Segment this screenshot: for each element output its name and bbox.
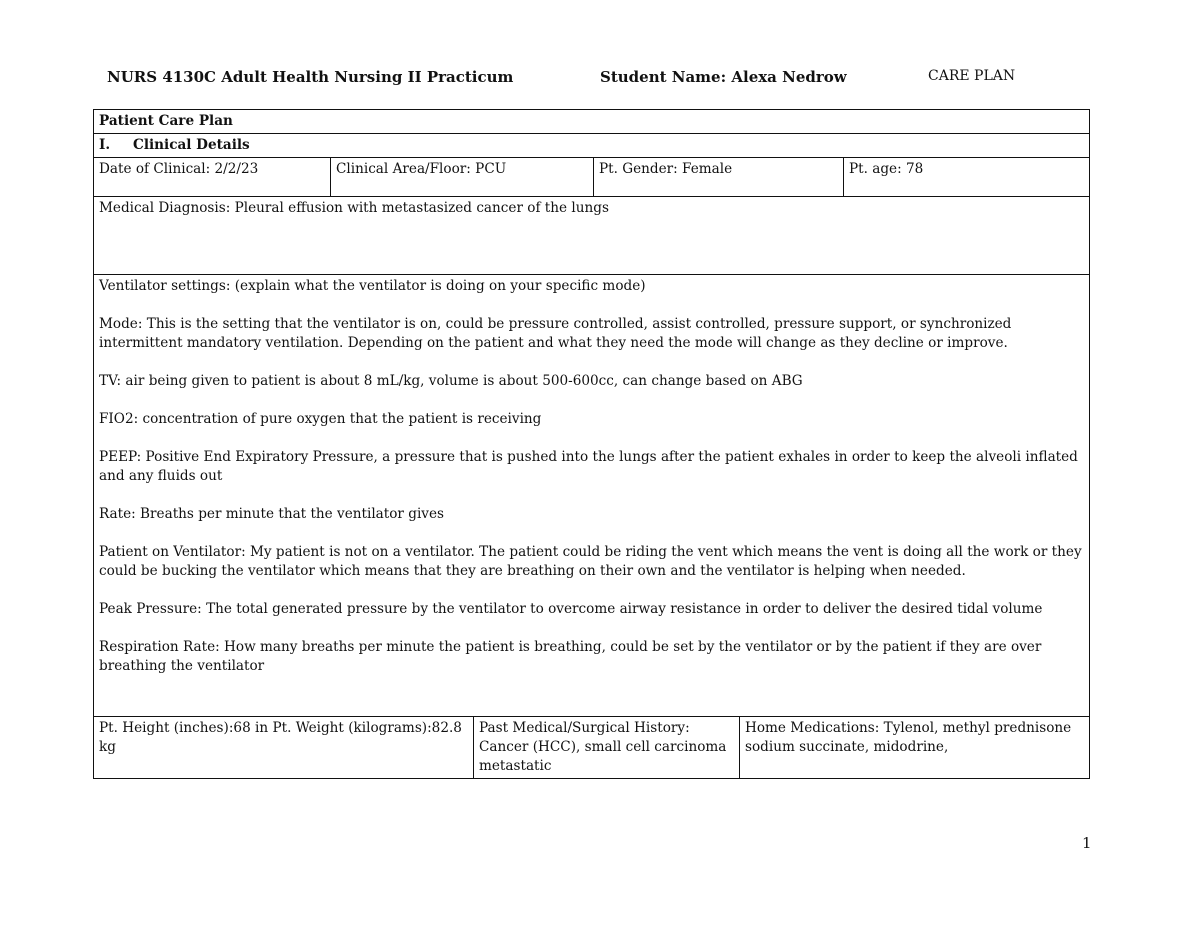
medical-diagnosis: Medical Diagnosis: Pleural effusion with metastasized cancer of the lungs <box>94 197 1090 275</box>
ventilator-rate: Rate: Breaths per minute that the ventilator gives <box>99 506 445 522</box>
patient-gender: Pt. Gender: Female <box>594 158 844 197</box>
care-plan-title: Patient Care Plan <box>94 110 1090 134</box>
ventilator-row <box>94 275 1090 717</box>
ventilator-peep: PEEP: Positive End Expiratory Pressure, a pressure that is pushed into the lungs after the patient exhales in order to keep the alveoli inflated and any fluids out <box>99 449 1078 484</box>
section-title: Clinical Details <box>133 137 250 153</box>
page-header <box>0 68 1200 90</box>
patient-on-ventilator: Patient on Ventilator: My patient is not on a ventilator. The patient could be riding the vent which means the vent is doing all the work or they could be bucking the ventilator which means that they are breathing on their own and the ventilator is helping when needed. <box>99 544 1082 579</box>
ventilator-fio2: FIO2: concentration of pure oxygen that the patient is receiving <box>99 411 542 427</box>
table-title-row <box>94 110 1090 134</box>
ventilator-mode: Mode: This is the setting that the ventilator is on, could be pressure controlled, assist controlled, pressure support, or synchronized intermittent mandatory ventilation. Depending on the patient and what they need the mode will change as they decline or improve. <box>99 316 1012 351</box>
section-heading <box>94 134 1090 158</box>
document-type: CARE PLAN <box>928 68 1016 84</box>
peak-pressure: Peak Pressure: The total generated pressure by the ventilator to overcome airway resistance in order to deliver the desired tidal volume <box>99 601 1043 617</box>
student-name: Student Name: Alexa Nedrow <box>600 68 847 86</box>
ventilator-tv: TV: air being given to patient is about 8 mL/kg, volume is about 500-600cc, can change based on ABG <box>99 373 803 389</box>
section-heading-row <box>94 134 1090 158</box>
clinical-area: Clinical Area/Floor: PCU <box>331 158 594 197</box>
respiration-rate: Respiration Rate: How many breaths per minute the patient is breathing, could be set by the ventilator or by the patient if they are over breathing the ventilator <box>99 639 1042 674</box>
ventilator-settings <box>94 275 1090 717</box>
past-medical-history: Past Medical/Surgical History: Cancer (HCC), small cell carcinoma metastatic <box>474 717 740 779</box>
section-number: I. <box>99 137 111 153</box>
history-row <box>94 717 1090 779</box>
patient-age: Pt. age: 78 <box>844 158 1090 197</box>
height-weight: Pt. Height (inches):68 in Pt. Weight (kilograms):82.8 kg <box>94 717 474 779</box>
diagnosis-row <box>94 197 1090 275</box>
course-title: NURS 4130C Adult Health Nursing II Practicum <box>107 68 514 86</box>
care-plan-table <box>93 109 1090 779</box>
page-number: 1 <box>1082 834 1092 852</box>
ventilator-heading: Ventilator settings: (explain what the ventilator is doing on your specific mode) <box>99 278 646 294</box>
clinical-details-row <box>94 158 1090 197</box>
home-medications: Home Medications: Tylenol, methyl prednisone sodium succinate, midodrine, <box>740 717 1090 779</box>
date-of-clinical: Date of Clinical: 2/2/23 <box>94 158 331 197</box>
